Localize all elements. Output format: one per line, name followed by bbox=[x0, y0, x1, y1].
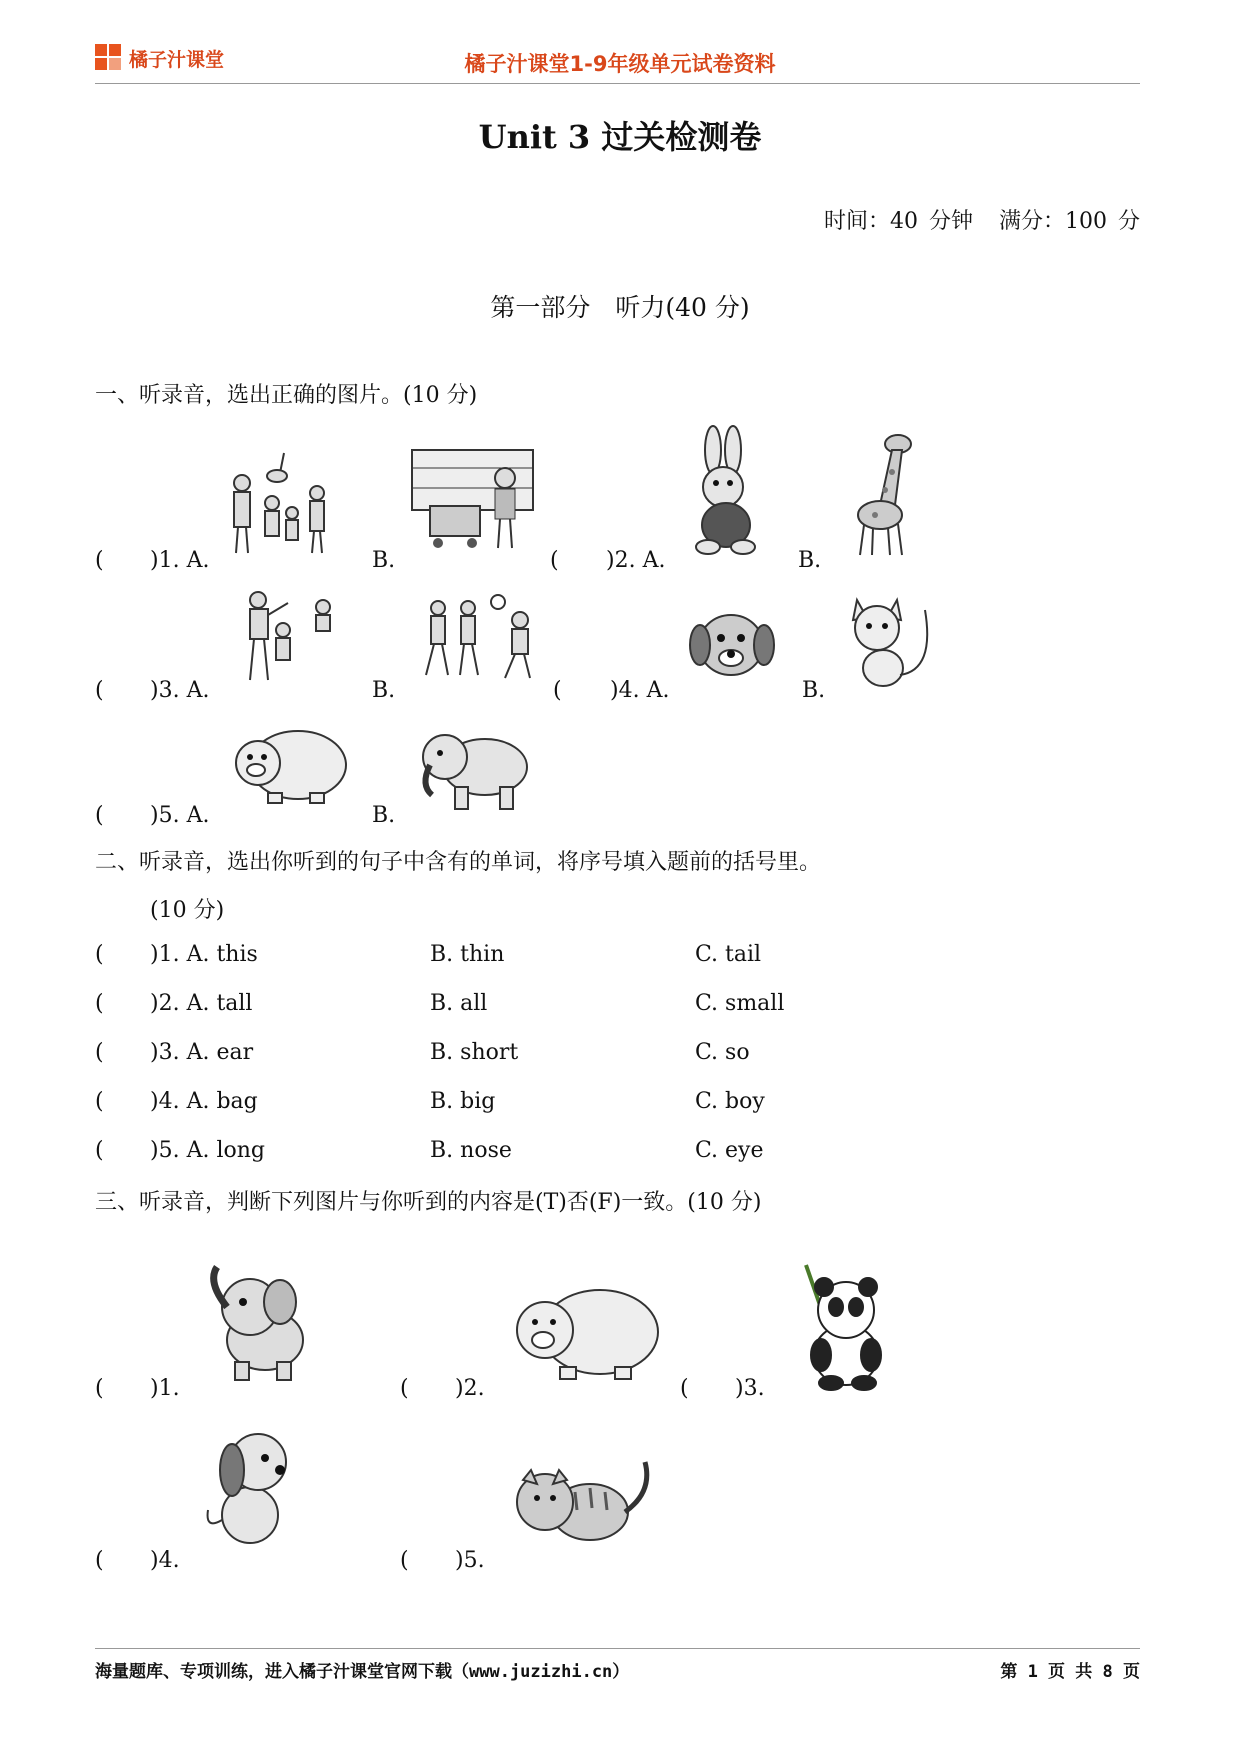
q1-label: )1. bbox=[150, 1376, 180, 1401]
option-a: )1. A. this bbox=[150, 942, 258, 967]
answer-paren[interactable]: ( bbox=[680, 1376, 689, 1401]
q4-label: )4. A. bbox=[610, 678, 670, 703]
family-playing-picture bbox=[228, 585, 346, 685]
answer-paren[interactable]: ( bbox=[95, 1138, 104, 1163]
header-title: 橘子汁课堂1-9年级单元试卷资料 bbox=[464, 52, 776, 76]
q2-label: )2. A. bbox=[606, 548, 666, 573]
option-c: C. tail bbox=[695, 942, 762, 967]
option-b: B. thin bbox=[430, 942, 505, 967]
elephant-picture bbox=[205, 1262, 330, 1387]
section2-heading: 二、听录音，选出你听到的句子中含有的单词，将序号填入题前的括号里。 bbox=[95, 850, 822, 875]
q5-label: )5. bbox=[455, 1548, 485, 1573]
part-title: 第一部分 听力(40 分) bbox=[490, 293, 750, 322]
answer-paren[interactable]: ( bbox=[400, 1548, 409, 1573]
tiger-picture bbox=[505, 1452, 655, 1552]
panda-picture bbox=[786, 1255, 906, 1395]
option-b-label: B. bbox=[802, 678, 826, 703]
kids-ball-picture bbox=[420, 590, 545, 685]
option-a: )3. A. ear bbox=[150, 1040, 254, 1065]
page-number: 第 1 页 共 8 页 bbox=[1000, 1662, 1140, 1682]
answer-paren[interactable]: ( bbox=[95, 1089, 104, 1114]
family-zoo-picture bbox=[222, 448, 342, 558]
answer-paren[interactable]: ( bbox=[95, 991, 104, 1016]
answer-paren[interactable]: ( bbox=[95, 1040, 104, 1065]
pig-picture bbox=[505, 1282, 665, 1387]
option-b: B. nose bbox=[430, 1138, 512, 1163]
footer-divider bbox=[95, 1648, 1140, 1649]
option-c: C. boy bbox=[695, 1089, 765, 1114]
pig-picture bbox=[228, 725, 353, 810]
answer-paren[interactable]: ( bbox=[95, 678, 104, 703]
option-b-label: B. bbox=[372, 548, 396, 573]
dog-face-picture bbox=[686, 600, 776, 685]
rabbit-picture bbox=[678, 425, 773, 560]
option-b: B. short bbox=[430, 1040, 519, 1065]
q3-label: )3. A. bbox=[150, 678, 210, 703]
answer-paren[interactable]: ( bbox=[550, 548, 559, 573]
header-divider bbox=[95, 83, 1140, 84]
option-a: )5. A. long bbox=[150, 1138, 265, 1163]
cat-picture bbox=[845, 590, 940, 690]
footer-promo: 海量题库、专项训练，进入橘子汁课堂官网下载（www.juzizhi.cn） bbox=[95, 1662, 630, 1682]
answer-paren[interactable]: ( bbox=[95, 803, 104, 828]
elephant-picture bbox=[410, 725, 540, 815]
option-b: B. big bbox=[430, 1089, 496, 1114]
time-limit: 时间：40 分钟 bbox=[824, 209, 973, 234]
page-title: Unit 3 过关检测卷 bbox=[478, 118, 762, 156]
section3-heading: 三、听录音，判断下列图片与你听到的内容是(T)否(F)一致。(10 分) bbox=[95, 1190, 762, 1215]
option-b-label: B. bbox=[372, 678, 396, 703]
q1-label: )1. A. bbox=[150, 548, 210, 573]
q4-label: )4. bbox=[150, 1548, 180, 1573]
option-c: C. eye bbox=[695, 1138, 764, 1163]
option-b-label: B. bbox=[372, 803, 396, 828]
answer-paren[interactable]: ( bbox=[400, 1376, 409, 1401]
giraffe-picture bbox=[840, 430, 930, 560]
answer-paren[interactable]: ( bbox=[95, 942, 104, 967]
option-a: )2. A. tall bbox=[150, 991, 253, 1016]
option-c: C. small bbox=[695, 991, 785, 1016]
option-b: B. all bbox=[430, 991, 488, 1016]
option-a: )4. A. bag bbox=[150, 1089, 258, 1114]
answer-paren[interactable]: ( bbox=[95, 1376, 104, 1401]
full-score: 满分：100 分 bbox=[999, 209, 1140, 234]
answer-paren[interactable]: ( bbox=[95, 548, 104, 573]
shopping-picture bbox=[410, 448, 535, 558]
option-b-label: B. bbox=[798, 548, 822, 573]
q3-label: )3. bbox=[735, 1376, 765, 1401]
section2-points: (10 分) bbox=[150, 898, 225, 923]
dog-picture bbox=[200, 1420, 310, 1550]
q5-label: )5. A. bbox=[150, 803, 210, 828]
exam-meta bbox=[798, 204, 1140, 235]
answer-paren[interactable]: ( bbox=[95, 1548, 104, 1573]
section1-heading: 一、听录音，选出正确的图片。(10 分) bbox=[95, 383, 478, 408]
answer-paren[interactable]: ( bbox=[553, 678, 562, 703]
q2-label: )2. bbox=[455, 1376, 485, 1401]
logo-text: 橘子汁课堂 bbox=[129, 48, 225, 71]
option-c: C. so bbox=[695, 1040, 750, 1065]
